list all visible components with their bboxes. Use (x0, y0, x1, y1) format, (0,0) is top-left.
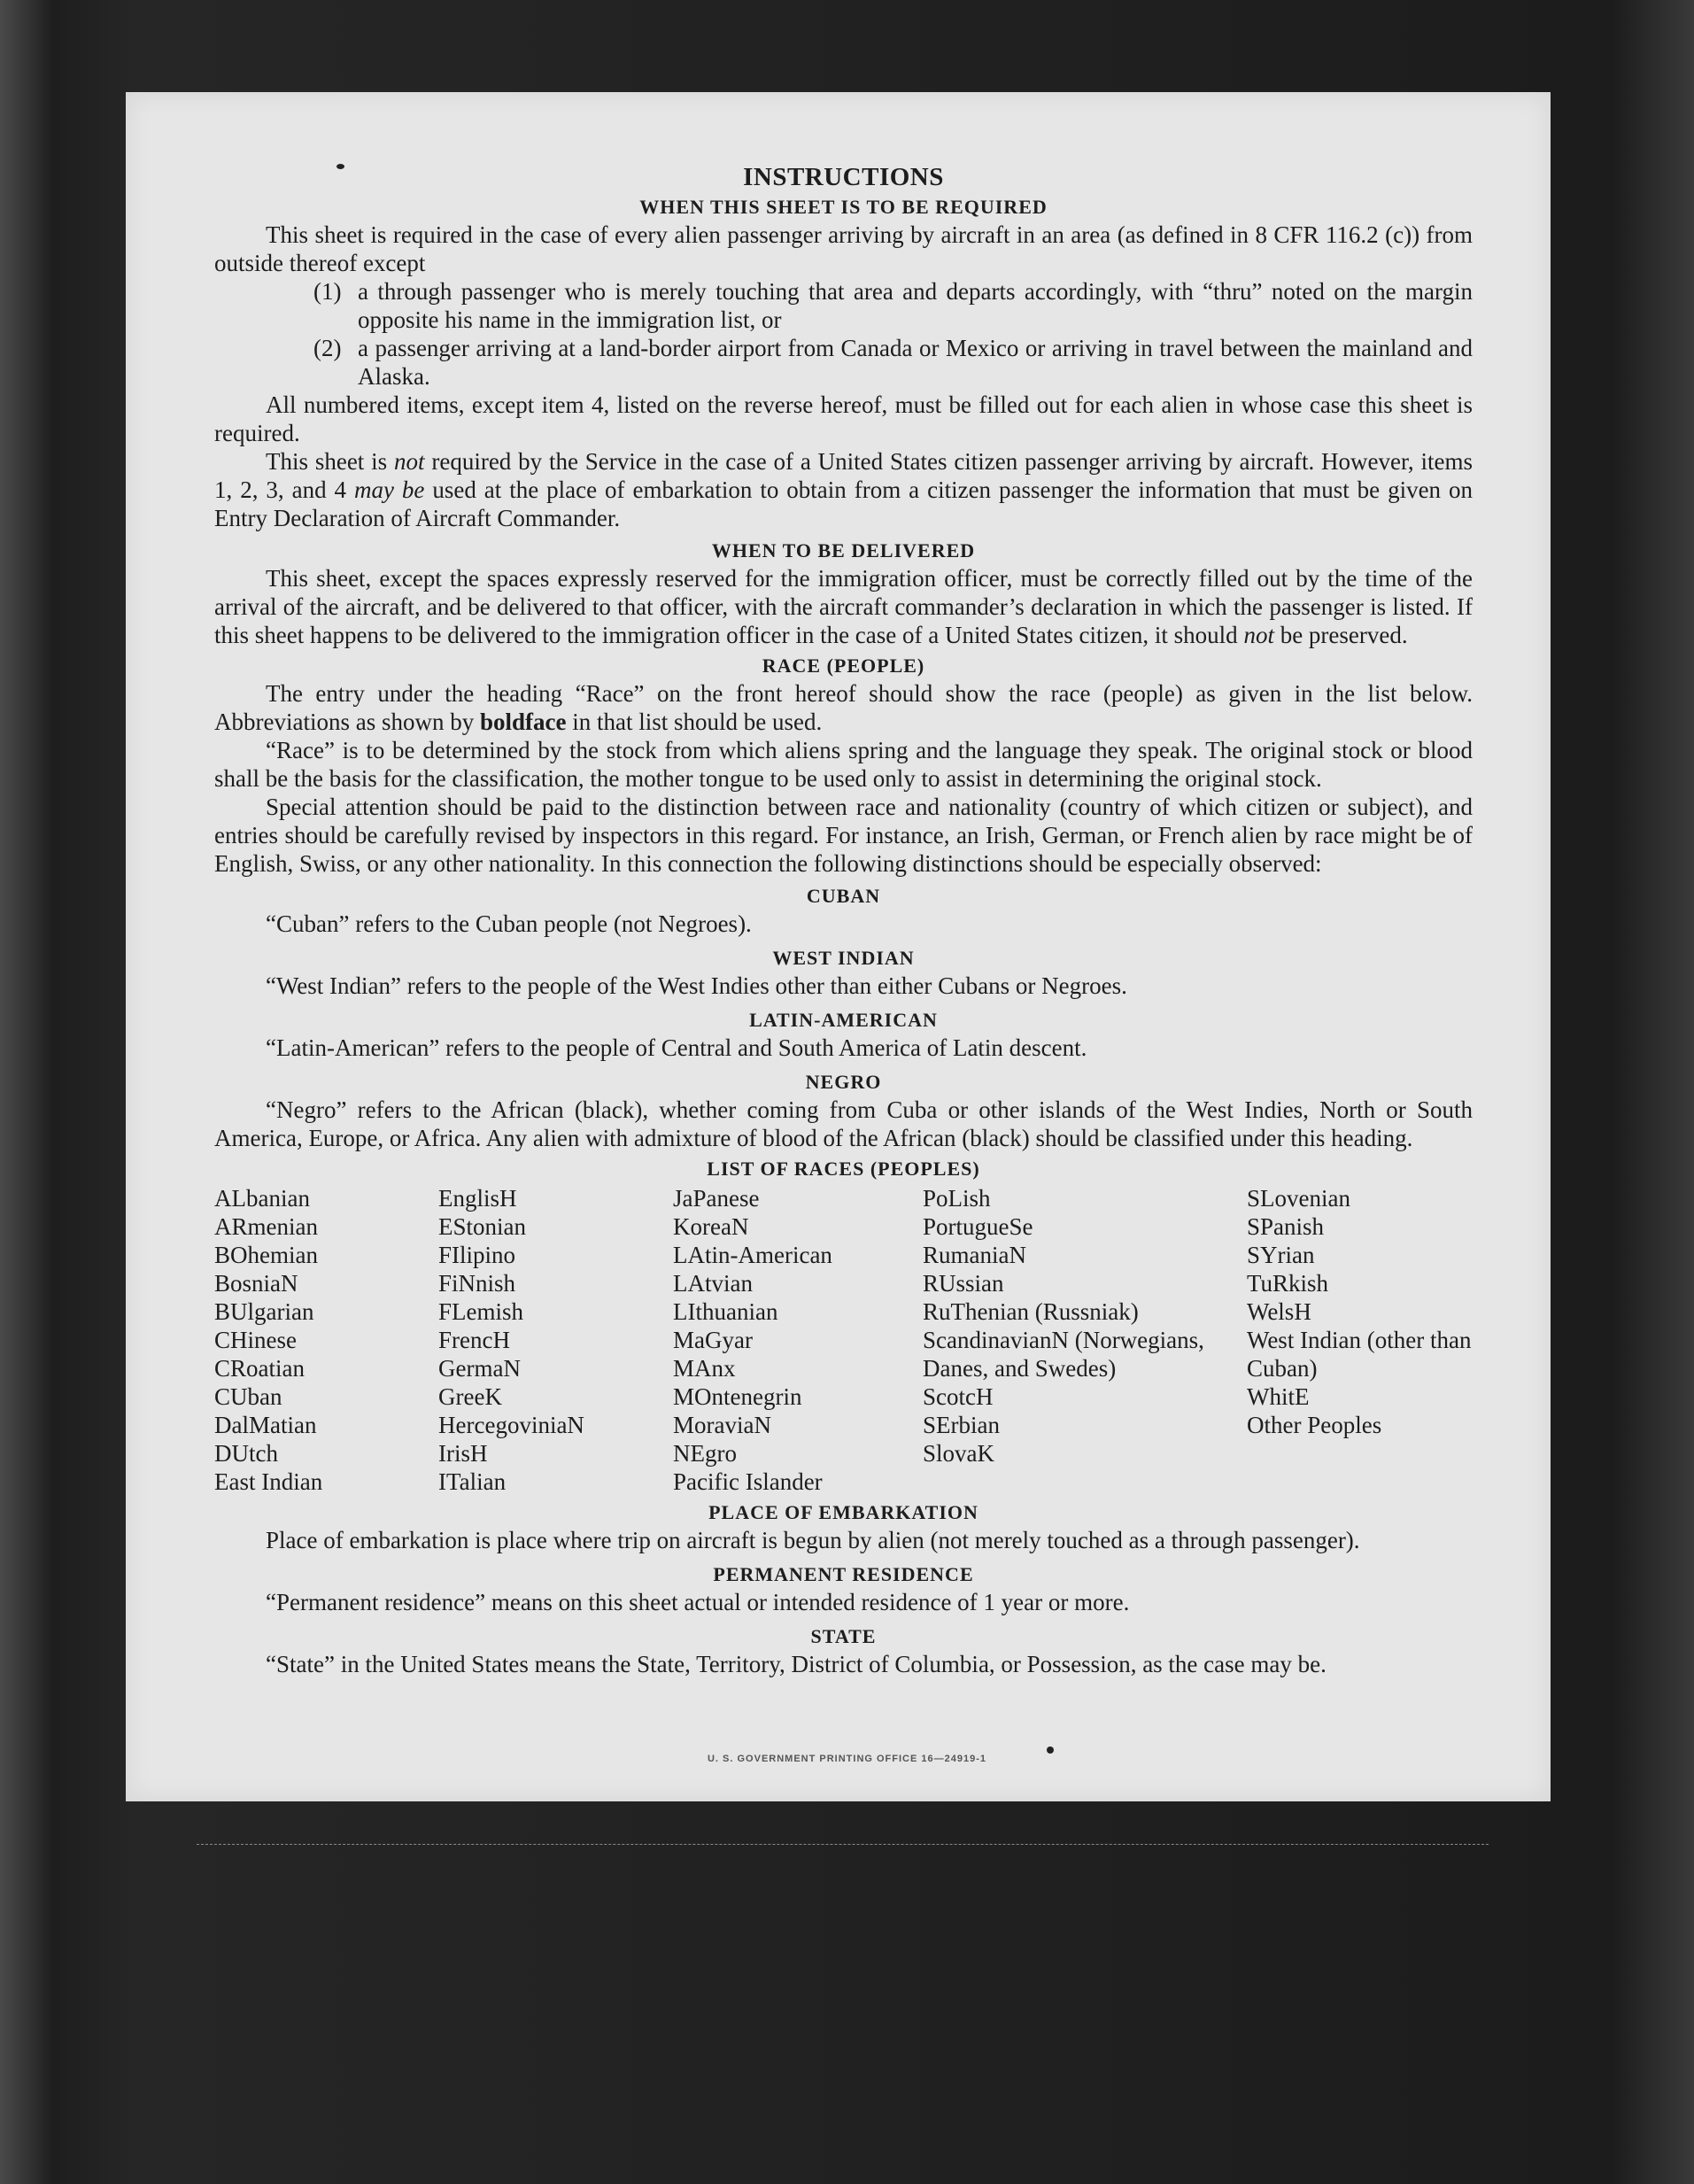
race-entry: FIlipino (438, 1242, 516, 1268)
heading-state: STATE (810, 1625, 877, 1647)
race-entry: SLovenian (1247, 1185, 1350, 1212)
heading-negro: NEGRO (805, 1071, 882, 1093)
exception-number: (1) (313, 278, 342, 305)
west-indian-definition: “West Indian” refers to the people of the West Indies other than either Cubans or Negroes. (266, 972, 1127, 999)
race-para-2: “Race” is to be determined by the stock from which aliens spring and the language they speak. The original stock or blood shall be the basis for the classification, the mother tongue to be used only to assist in determining the original stock. (214, 737, 1473, 792)
race-entry: West Indian (other than Cuban) (1247, 1327, 1472, 1382)
residence-definition: “Permanent residence” means on this sheet actual or intended residence of 1 year or more. (266, 1589, 1130, 1615)
exception-text: a passenger arriving at a land-border airport from Canada or Mexico or arriving in travel between the mainland and Alaska. (358, 335, 1473, 390)
race-entry: JaPanese (673, 1185, 760, 1212)
race-entry: LAtin-American (673, 1242, 832, 1268)
heading-latin-american: LATIN-AMERICAN (749, 1009, 938, 1031)
exception-item-2 (313, 334, 1473, 391)
when-required-citizen-note: This sheet is not required by the Service in the case of a United States citizen passenger arriving by aircraft. However, items 1, 2, 3, and 4 may be used at the place of embarkation to obtain from a citizen passenger the information that must be given on Entry Declaration of Aircraft Commander. (214, 448, 1474, 531)
race-entry: ALbanian (214, 1185, 310, 1212)
race-column-1 (214, 1184, 438, 1496)
race-column-5 (1247, 1184, 1477, 1496)
race-entry: Pacific Islander (673, 1468, 823, 1495)
heading-when-delivered: WHEN TO BE DELIVERED (711, 539, 976, 561)
race-entry: FrencH (438, 1327, 510, 1353)
heading-place-of-embarkation: PLACE OF EMBARKATION (708, 1501, 978, 1523)
race-entry: PortugueSe (923, 1213, 1033, 1240)
footer-rule (197, 1844, 1489, 1845)
race-entry: ScotcH (923, 1383, 994, 1410)
race-entry: GermaN (438, 1355, 521, 1382)
race-entry: RuThenian (Russniak) (923, 1298, 1139, 1325)
emphasis-may-be: may be (353, 476, 425, 503)
race-entry: LAtvian (673, 1270, 753, 1297)
ink-speck (336, 164, 344, 169)
race-entry: CHinese (214, 1327, 297, 1353)
race-entry: IrisH (438, 1440, 488, 1467)
race-entry: CUban (214, 1383, 282, 1410)
exception-text: a through passenger who is merely touching that area and departs accordingly, with “thru” noted on the margin opposite his name in the immigration list, or (358, 278, 1473, 333)
heading-cuban: CUBAN (806, 885, 881, 907)
embarkation-definition: Place of embarkation is place where trip on aircraft is begun by alien (not merely touched as a through passenger). (266, 1527, 1360, 1553)
exception-number: (2) (313, 335, 342, 361)
race-entry: FLemish (438, 1298, 524, 1325)
exception-item-1 (313, 277, 1473, 334)
race-entry: SErbian (923, 1412, 1000, 1438)
race-entry: RUssian (923, 1270, 1004, 1297)
page-title: INSTRUCTIONS (743, 163, 944, 191)
race-entry: HercegoviniaN (438, 1412, 584, 1438)
race-para-3: Special attention should be paid to the distinction between race and nationality (country of which citizen or subject), and entries should be carefully revised by inspectors in this regard. For instance, an Irish, German, or French alien by race might be of English, Swiss, or any other nationality. In this connection the following distinctions should be especially observed: (214, 794, 1473, 877)
race-entry: DUtch (214, 1440, 278, 1467)
race-entry: KoreaN (673, 1213, 749, 1240)
cuban-definition: “Cuban” refers to the Cuban people (not Negroes). (266, 910, 752, 937)
heading-list-of-races: LIST OF RACES (PEOPLES) (707, 1158, 980, 1180)
latin-american-definition: “Latin-American” refers to the people of Central and South America of Latin descent. (266, 1034, 1087, 1061)
race-entry: EnglisH (438, 1185, 517, 1212)
race-entry: EStonian (438, 1213, 526, 1240)
emphasis-not: not (394, 448, 425, 475)
negro-definition: “Negro” refers to the African (black), whether coming from Cuba or other islands of the West Indies, North or South America, Europe, or Africa. Any alien with admixture of blood of the African (black) should be classified under this heading. (214, 1096, 1473, 1151)
race-column-4 (923, 1184, 1247, 1496)
race-entry: East Indian (214, 1468, 323, 1495)
race-entry: MaGyar (673, 1327, 753, 1353)
printing-office-imprint: U. S. GOVERNMENT PRINTING OFFICE 16—24919-1 (707, 1754, 986, 1764)
race-entry: GreeK (438, 1383, 502, 1410)
race-entry: CRoatian (214, 1355, 305, 1382)
race-entry: ScandinavianN (Norwegians, Danes, and Swedes) (923, 1327, 1204, 1382)
ink-speck (1047, 1746, 1054, 1754)
race-entry: ARmenian (214, 1213, 318, 1240)
emphasis-boldface: boldface (479, 709, 567, 735)
race-entry: RumaniaN (923, 1242, 1026, 1268)
race-para-1: The entry under the heading “Race” on the front hereof should show the race (people) as given in the list below. Abbreviations as shown by boldface in that list should be used. (214, 680, 1473, 735)
race-entry: SlovaK (923, 1440, 994, 1467)
race-entry: Other Peoples (1247, 1412, 1382, 1438)
race-entry: WhitE (1247, 1383, 1310, 1410)
state-definition: “State” in the United States means the State, Territory, District of Columbia, or Possession, as the case may be. (266, 1651, 1327, 1677)
race-column-2 (438, 1184, 673, 1496)
race-entry: ITalian (438, 1468, 507, 1495)
race-entry: LIthuanian (673, 1298, 778, 1325)
race-entry: WelsH (1247, 1298, 1311, 1325)
race-entry: SPanish (1247, 1213, 1325, 1240)
race-entry: DalMatian (214, 1412, 317, 1438)
heading-permanent-residence: PERMANENT RESIDENCE (713, 1563, 974, 1585)
race-entry: SYrian (1247, 1242, 1315, 1268)
when-required-numbered-items: All numbered items, except item 4, listed on the reverse hereof, must be filled out for each alien in whose case this sheet is required. (214, 391, 1473, 446)
race-entry: TuRkish (1247, 1270, 1329, 1297)
race-entry: MAnx (673, 1355, 736, 1382)
emphasis-not: not (1243, 622, 1274, 648)
heading-west-indian: WEST INDIAN (772, 947, 915, 969)
race-column-3 (673, 1184, 923, 1496)
when-required-intro: This sheet is required in the case of every alien passenger arriving by aircraft in an area (as defined in 8 CFR 116.2 (c)) from outside thereof except (214, 221, 1473, 276)
race-entry: MoraviaN (673, 1412, 771, 1438)
instruction-sheet (126, 92, 1551, 1801)
race-entry: NEgro (673, 1440, 737, 1467)
race-list (214, 1184, 1473, 1496)
race-entry: BOhemian (214, 1242, 318, 1268)
when-delivered-text: This sheet, except the spaces expressly reserved for the immigration officer, must be correctly filled out by the time of the arrival of the aircraft, and be delivered to that officer, with the aircraft commander’s declaration in which the passenger is listed. If this sheet happens to be delivered to the immigration officer in the case of a United States citizen, it should not be preserved. (214, 565, 1473, 648)
heading-race: RACE (PEOPLE) (762, 654, 925, 677)
race-entry: BosniaN (214, 1270, 298, 1297)
heading-when-required: WHEN THIS SHEET IS TO BE REQUIRED (639, 196, 1048, 218)
race-entry: FiNnish (438, 1270, 516, 1297)
race-entry: MOntenegrin (673, 1383, 802, 1410)
race-entry: BUlgarian (214, 1298, 314, 1325)
race-entry: PoLish (923, 1185, 991, 1212)
